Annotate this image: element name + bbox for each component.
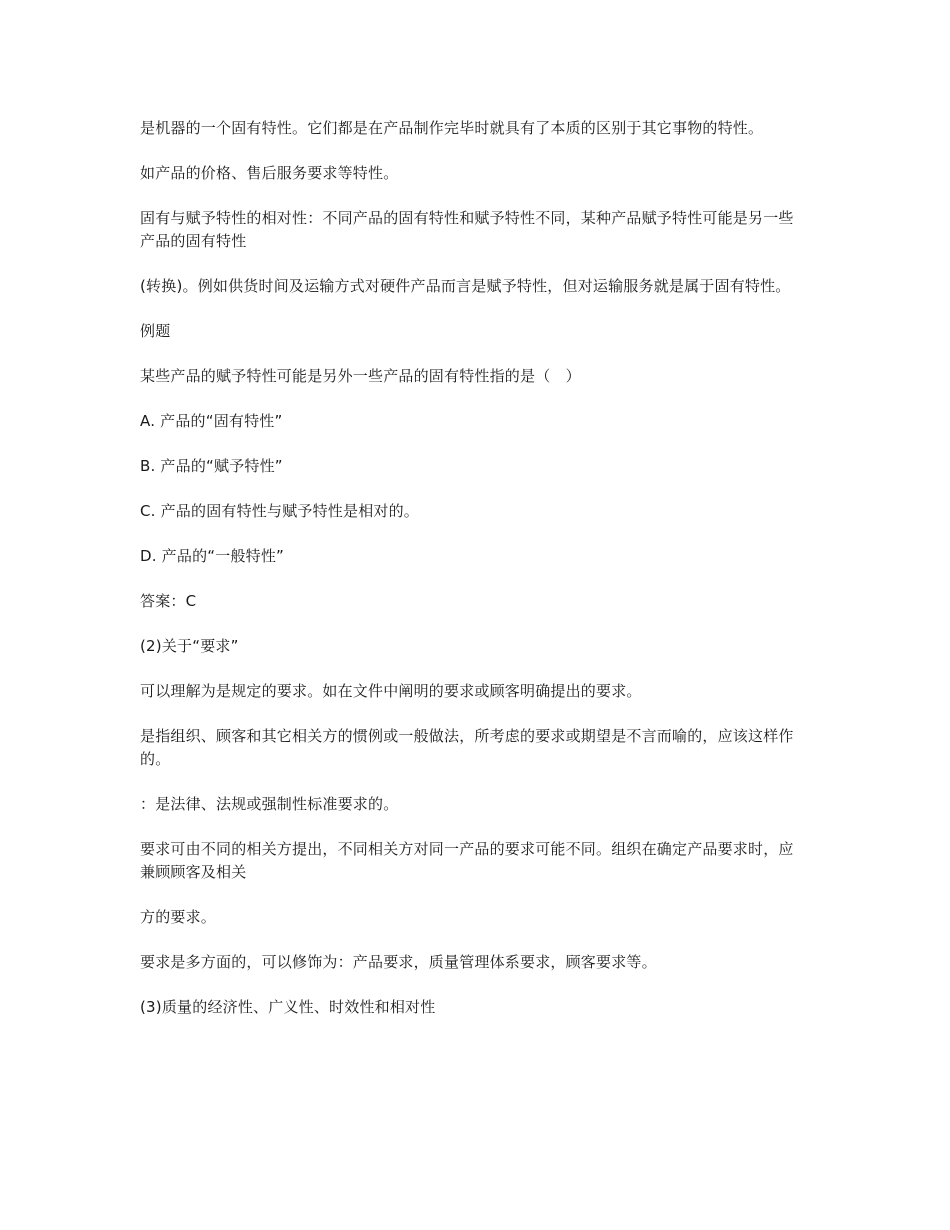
section-heading-quality-attributes: (3)质量的经济性、广义性、时效性和相对性 (140, 998, 436, 1016)
paragraph-specified-requirement: 可以理解为是规定的要求。如在文件中阐明的要求或顾客明确提出的要求。 (140, 682, 642, 700)
option-a: A. 产品的“固有特性” (140, 412, 283, 430)
paragraph-stakeholder-requirements: 要求可由不同的相关方提出，不同相关方对同一产品的要求可能不同。组织在确定产品要求时，应兼顾顾客及相关 (140, 840, 794, 881)
paragraph-conversion: (转换)。例如供货时间及运输方式对硬件产品而言是赋予特性，但对运输服务就是属于固有特性。 (140, 277, 791, 295)
option-c: C. 产品的固有特性与赋予特性是相对的。 (140, 502, 420, 520)
paragraph-mandatory-requirement: ：是法律、法规或强制性标准要求的。 (140, 795, 399, 813)
document-body (140, 117, 808, 1041)
option-d: D. 产品的“一般特性” (140, 547, 285, 565)
paragraph-price-example: 如产品的价格、售后服务要求等特性。 (140, 164, 399, 182)
paragraph-implied-requirement: 是指组织、顾客和其它相关方的惯例或一般做法，所考虑的要求或期望是不言而喻的，应该这样作的。 (140, 727, 794, 768)
paragraph-question: 某些产品的赋予特性可能是另外一些产品的固有特性指的是（ ） (140, 367, 581, 385)
section-heading-requirements: (2)关于“要求” (140, 637, 239, 655)
paragraph-stakeholder-continued: 方的要求。 (140, 908, 217, 926)
paragraph-inherent-property: 是机器的一个固有特性。它们都是在产品制作完毕时就具有了本质的区别于其它事物的特性。 (140, 119, 764, 137)
paragraph-requirement-types: 要求是多方面的，可以修饰为：产品要求，质量管理体系要求，顾客要求等。 (140, 953, 657, 971)
option-b: B. 产品的“赋予特性” (140, 457, 283, 475)
paragraph-relativity: 固有与赋予特性的相对性：不同产品的固有特性和赋予特性不同，某种产品赋予特性可能是另一些产品的固有特性 (140, 209, 794, 250)
paragraph-example-heading: 例题 (140, 322, 171, 340)
answer: 答案：C (140, 592, 197, 610)
